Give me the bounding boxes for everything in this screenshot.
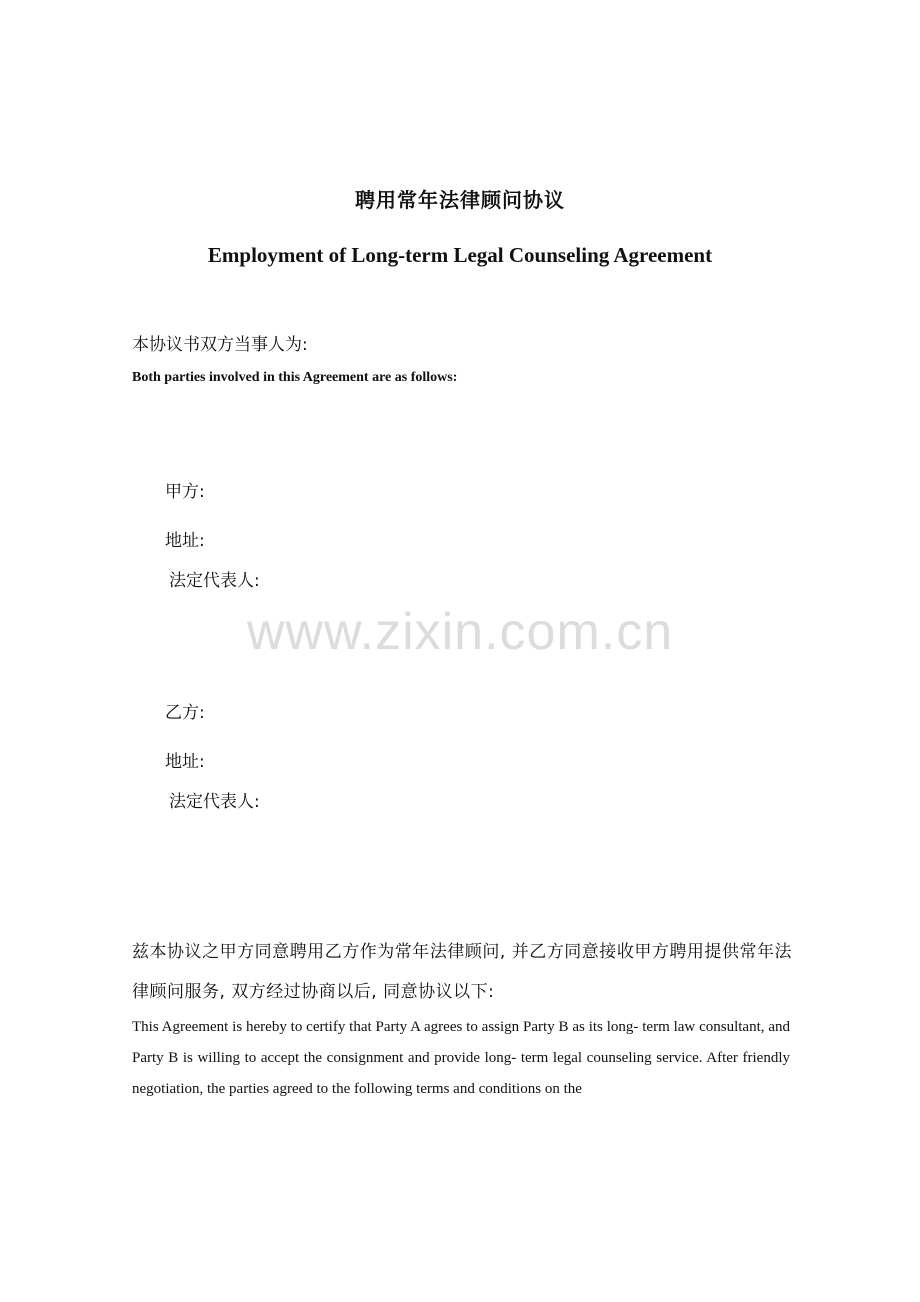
watermark: www.zixin.com.cn [246, 603, 674, 661]
party-b-label: 乙方: [165, 703, 205, 723]
parties-intro-chinese: 本协议书双方当事人为: [132, 335, 308, 355]
party-a-label: 甲方: [165, 482, 205, 502]
party-a-address-label: 地址: [165, 531, 205, 551]
parties-intro-english: Both parties involved in this Agreement are as follows: [132, 370, 458, 385]
document-title-english: Employment of Long-term Legal Counseling Agreement [207, 243, 713, 267]
party-a-representative-label: 法定代表人: [169, 571, 260, 591]
document-title-chinese: 聘用常年法律顾问协议 [355, 188, 565, 212]
agreement-clause-chinese: 兹本协议之甲方同意聘用乙方作为常年法律顾问, 并乙方同意接收甲方聘用提供常年法律顾问服务, 双方经过协商以后, 同意协议以下: [132, 942, 792, 1002]
agreement-clause-english: This Agreement is hereby to certify that Party A agrees to assign Party B as its long- term law consultant, and Party B is willing to accept the consignment and provide long- term legal counseling service. After friendly negotiation, the parties agreed to the following terms and conditions on the [132, 1019, 790, 1097]
party-b-address-label: 地址: [165, 752, 205, 772]
party-b-representative-label: 法定代表人: [169, 792, 260, 812]
